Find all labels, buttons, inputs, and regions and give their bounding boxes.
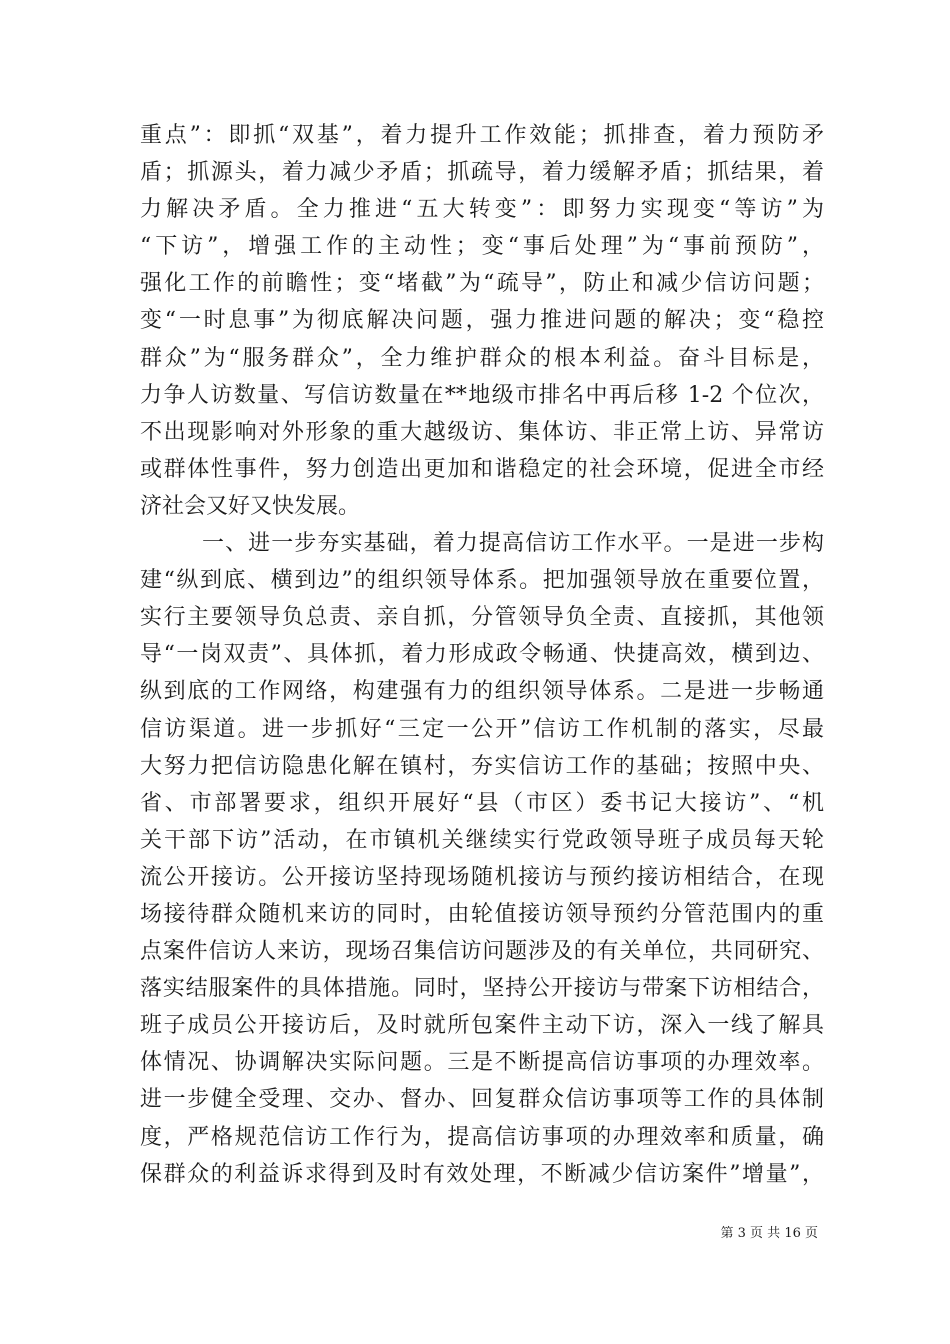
- text-line: 省、市部署要求，组织开展好“县（市区）委书记大接访”、“机: [140, 790, 824, 816]
- text-line: 力争人访数量、写信访数量在**地级市排名中再后移 1-2 个位次，: [140, 382, 824, 408]
- text-line: 或群体性事件，努力创造出更加和谐稳定的社会环境，促进全市经: [140, 456, 824, 482]
- text-line: 重点”：即抓“双基”，着力提升工作效能；抓排查，着力预防矛: [140, 123, 824, 148]
- text-line: 场接待群众随机来访的同时，由轮值接访领导预约分管范围内的重: [140, 901, 824, 927]
- text-line: 建“纵到底、横到边”的组织领导体系。把加强领导放在重要位置，: [140, 568, 824, 594]
- text-line: 体情况、协调解决实际问题。三是不断提高信访事项的办理效率。: [140, 1050, 824, 1076]
- text-line: 强化工作的前瞻性；变“堵截”为“疏导”，防止和减少信访问题；: [140, 271, 824, 297]
- text-line: 不出现影响对外形象的重大越级访、集体访、非正常上访、异常访: [140, 419, 824, 445]
- paragraph-2: [140, 525, 824, 1193]
- text-line: 实行主要领导负总责、亲自抓，分管领导负全责、直接抓，其他领: [140, 605, 824, 631]
- text-line: 一、进一步夯实基础，着力提高信访工作水平。一是进一步构: [202, 531, 824, 557]
- text-line: 班子成员公开接访后，及时就所包案件主动下访，深入一线了解具: [140, 1013, 824, 1039]
- text-line: 济社会又好又快发展。: [140, 493, 361, 519]
- text-line: 度，严格规范信访工作行为，提高信访事项的办理效率和质量，确: [140, 1124, 824, 1150]
- text-line: “下访”，增强工作的主动性；变“事后处理”为“事前预防”，: [140, 234, 824, 260]
- document-body: [140, 117, 824, 1193]
- text-line: 进一步健全受理、交办、督办、回复群众信访事项等工作的具体制: [140, 1087, 824, 1113]
- text-line: 保群众的利益诉求得到及时有效处理，不断减少信访案件”增量”，: [140, 1161, 824, 1187]
- text-line: 变“一时息事”为彻底解决问题，强力推进问题的解决；变“稳控: [140, 308, 824, 334]
- text-line: 大努力把信访隐患化解在镇村，夯实信访工作的基础；按照中央、: [140, 753, 824, 779]
- text-line: 纵到底的工作网络，构建强有力的组织领导体系。二是进一步畅通: [140, 679, 824, 705]
- text-line: 关干部下访”活动，在市镇机关继续实行党政领导班子成员每天轮: [140, 827, 824, 853]
- text-line: 群众”为“服务群众”，全力维护群众的根本利益。奋斗目标是，: [140, 345, 824, 371]
- text-line: 导“一岗双责”、具体抓，着力形成政令畅通、快捷高效，横到边、: [140, 642, 824, 668]
- text-line: 信访渠道。进一步抓好“三定一公开”信访工作机制的落实，尽最: [140, 716, 824, 742]
- text-line: 落实结服案件的具体措施。同时，坚持公开接访与带案下访相结合，: [140, 976, 824, 1002]
- text-line: 力解决矛盾。全力推进“五大转变”：即努力实现变“等访”为: [140, 197, 824, 223]
- text-line: 盾；抓源头，着力减少矛盾；抓疏导，着力缓解矛盾；抓结果，着: [140, 160, 824, 186]
- page-number: 第 3 页 共 16 页: [720, 1226, 818, 1241]
- text-line: 点案件信访人来访，现场召集信访问题涉及的有关单位，共同研究、: [140, 939, 824, 965]
- paragraph-1: [140, 117, 824, 525]
- text-line: 流公开接访。公开接访坚持现场随机接访与预约接访相结合，在现: [140, 864, 824, 890]
